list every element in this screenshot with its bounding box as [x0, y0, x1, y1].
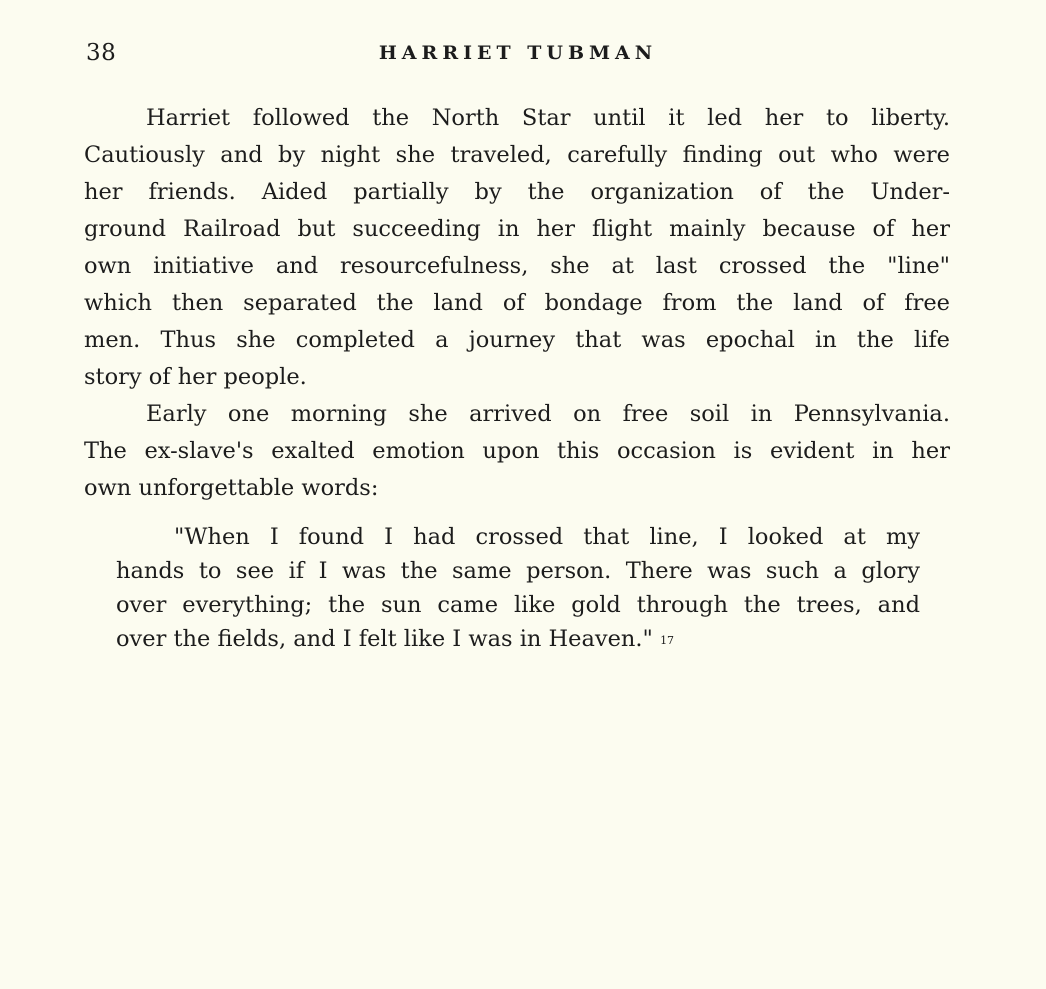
text-line: Early one morning she arrived on free soil in Pennsylvania.	[146, 401, 950, 427]
quote-text: over the fields, and I felt like I was in Heaven."	[116, 626, 653, 652]
text-line: Harriet followed the North Star until it led her to liberty.	[146, 105, 950, 131]
footnote-reference: 17	[660, 634, 675, 647]
running-head: HARRIET TUBMAN	[378, 42, 658, 64]
text-line: her friends. Aided partially by the organization of the Under-	[84, 179, 950, 205]
text-line: men. Thus she completed a journey that was epochal in the life	[84, 327, 950, 353]
paragraph-2	[84, 396, 950, 507]
body-text	[84, 100, 950, 507]
text-line: own unforgettable words:	[84, 475, 379, 501]
text-line: Cautiously and by night she traveled, carefully finding out who were	[84, 142, 950, 168]
block-quote	[116, 520, 920, 656]
quote-line: over everything; the sun came like gold through the trees, and	[116, 592, 920, 618]
text-line: own initiative and resourcefulness, she at last crossed the "line"	[84, 253, 950, 279]
quote-line-final	[116, 622, 920, 656]
text-line: story of her people.	[84, 364, 307, 390]
text-line: ground Railroad but succeeding in her flight mainly because of her	[84, 216, 950, 242]
page-header	[86, 40, 950, 74]
paragraph-1	[84, 100, 950, 396]
text-line: The ex-slave's exalted emotion upon this occasion is evident in her	[84, 438, 950, 464]
text-line: which then separated the land of bondage from the land of free	[84, 290, 950, 316]
quote-line: "When I found I had crossed that line, I looked at my	[174, 524, 920, 550]
quote-line: hands to see if I was the same person. There was such a glory	[116, 558, 920, 584]
page-number: 38	[86, 40, 117, 66]
